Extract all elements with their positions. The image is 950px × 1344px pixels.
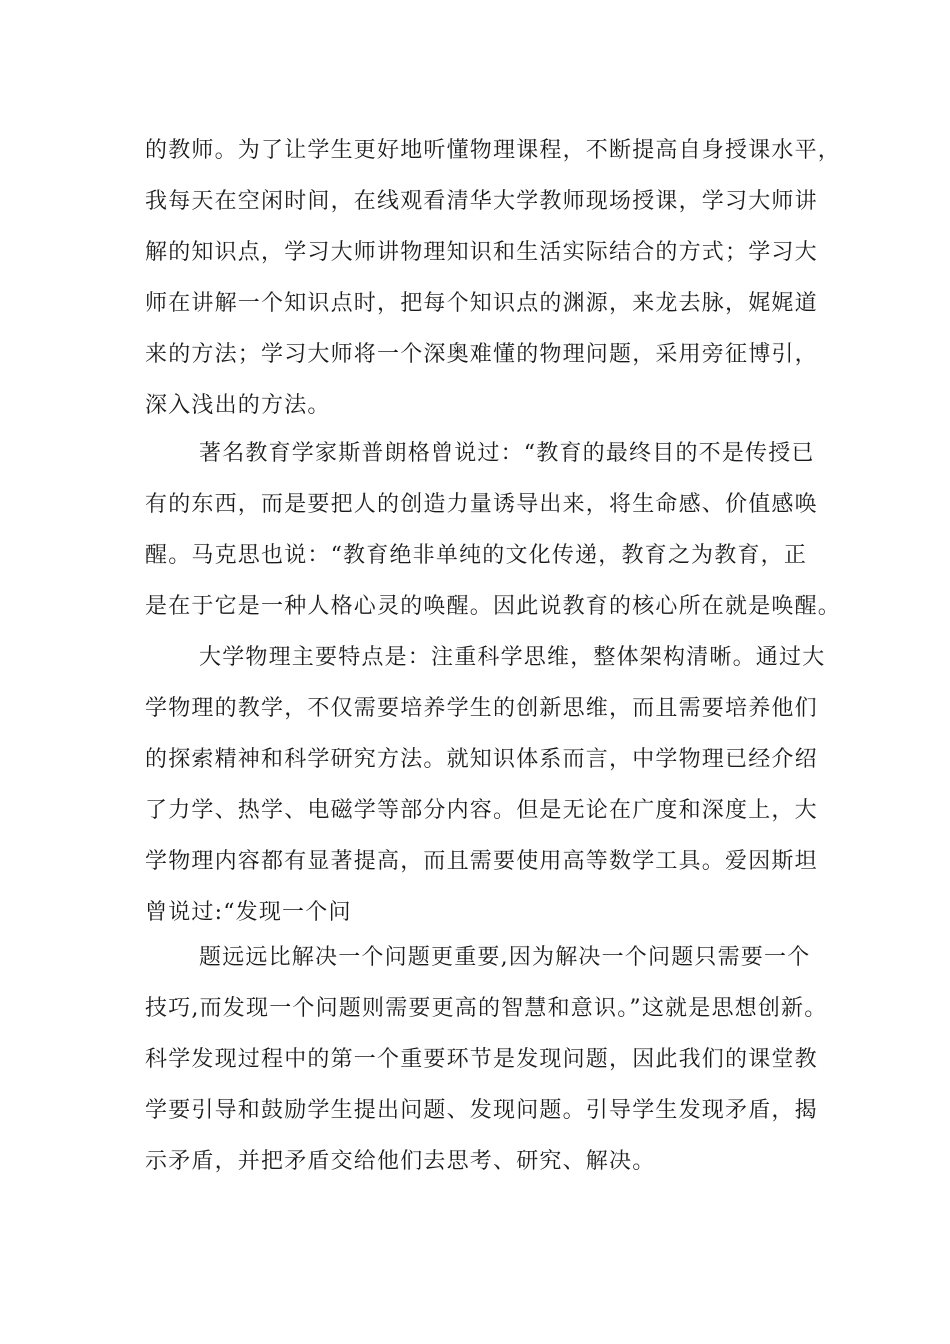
text-line: 了力学、热学、电磁学等部分内容。但是无论在广度和深度上，大 [145,798,818,823]
text-line: 我每天在空闲时间，在线观看清华大学教师现场授课，学习大师讲 [145,189,818,214]
text-line: 题远远比解决一个问题更重要,因为解决一个问题只需要一个 [199,945,811,970]
text-line: 大学物理主要特点是：注重科学思维，整体架构清晰。通过大 [199,645,826,670]
text-line: 解的知识点，学习大师讲物理知识和生活实际结合的方式；学习大 [145,240,818,265]
text-line: 学物理的教学，不仅需要培养学生的创新思维，而且需要培养他们 [145,696,818,721]
text-line: 的探索精神和科学研究方法。就知识体系而言，中学物理已经介绍 [145,747,818,772]
text-line: 示矛盾，并把矛盾交给他们去思考、研究、解决。 [145,1149,656,1174]
text-line: 学要引导和鼓励学生提出问题、发现问题。引导学生发现矛盾，揭 [145,1098,818,1123]
text-line: 师在讲解一个知识点时，把每个知识点的渊源，来龙去脉，娓娓道 [145,291,818,316]
paragraph-3 [145,632,845,938]
paragraph-2 [145,428,845,632]
text-line: 醒。马克思也说：“教育绝非单纯的文化传递，教育之为教育，正 [145,543,808,568]
text-line: 深入浅出的方法。 [145,393,331,418]
text-line: 曾说过:“发现一个问 [145,900,352,925]
text-line: 科学发现过程中的第一个重要环节是发现问题，因此我们的课堂教 [145,1047,818,1072]
paragraph-1 [145,125,845,431]
text-line: 来的方法；学习大师将一个深奥难懂的物理问题，采用旁征博引， [145,342,818,367]
text-line: 的教师。为了让学生更好地听懂物理课程，不断提高自身授课水平， [145,138,842,163]
text-line: 是在于它是一种人格心灵的唤醒。因此说教育的核心所在就是唤醒。 [145,594,842,619]
paragraph-4 [145,932,845,1187]
text-line: 学物理内容都有显著提高，而且需要使用高等数学工具。爱因斯坦 [145,849,818,874]
text-line: 著名教育学家斯普朗格曾说过：“教育的最终目的不是传授已 [199,441,815,466]
text-line: 技巧,而发现一个问题则需要更高的智慧和意识。”这就是思想创新。 [145,996,828,1021]
text-line: 有的东西，而是要把人的创造力量诱导出来，将生命感、价值感唤 [145,492,818,517]
